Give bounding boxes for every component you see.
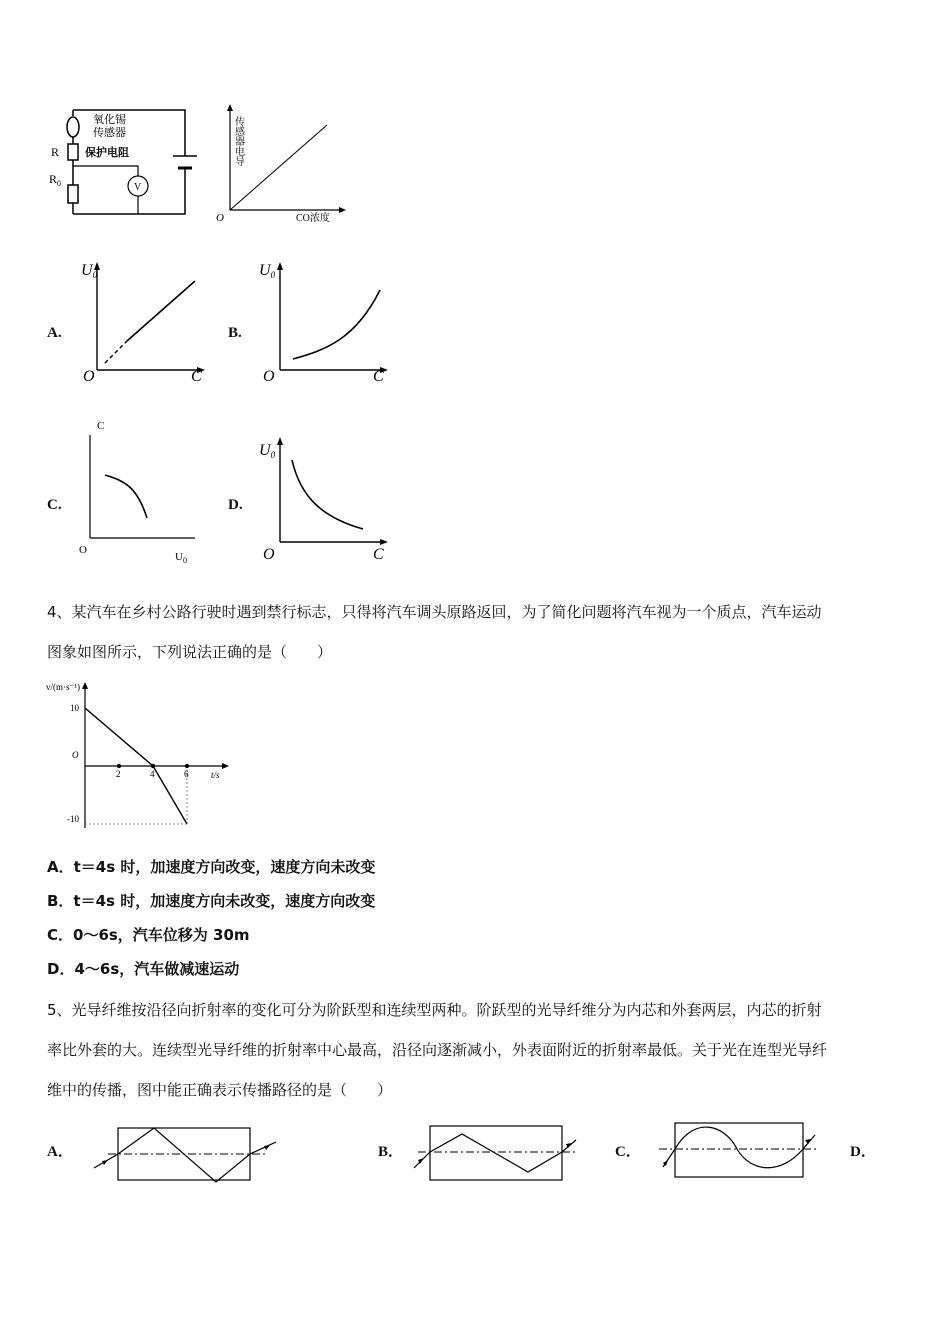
q5-stem-line2: 率比外套的大。连续型光导纤维的折射率中心最高，沿径向逐渐减小，外表面附近的折射率最低。关于光在连型光导纤 [47, 1041, 828, 1059]
q5a-path [94, 1128, 276, 1182]
q3-option-a-letter[interactable]: A. [47, 325, 62, 341]
protect-label: 保护电阻 [85, 147, 129, 159]
q5-fiber-b [410, 1118, 585, 1188]
q4-stem [47, 592, 907, 672]
q5-option-b-letter[interactable]: B． [378, 1144, 404, 1160]
q4-stem-line2: 图象如图所示，下列说法正确的是（ ） [47, 643, 333, 661]
q4-stem-line1: 4、某汽车在乡村公路行驶时遇到禁行标志，只得将汽车调头原路返回，为了简化问题将汽车视为一个质点，汽车运动 [47, 603, 822, 621]
resistor-r0 [68, 185, 78, 203]
q3-graph-b [255, 255, 390, 385]
q3a-origin: O [83, 368, 95, 385]
q3d-ylabel: U0 [259, 442, 276, 460]
vt-xtick-label: 6 [184, 769, 189, 779]
resistor-r [68, 144, 78, 160]
conductance-line [230, 125, 327, 210]
q3d-origin: O [263, 546, 275, 563]
sensor-graph-xlabel: CO浓度 [296, 213, 330, 224]
q3b-ylabel: U0 [259, 262, 276, 280]
vt-xtick-label: 2 [116, 769, 121, 779]
q5-option-c-letter[interactable]: C． [615, 1144, 641, 1160]
q5-fiber-c [655, 1115, 825, 1185]
q4-option-d[interactable]: D．4～6s，汽车做减速运动 [47, 960, 240, 978]
sensor-graph-origin: O [216, 212, 224, 224]
q3b-xlabel: C [373, 368, 384, 385]
q3a-xlabel: C [191, 368, 202, 385]
sensor-label-1: 氧化锡 [93, 114, 126, 126]
voltmeter-label: V [134, 182, 142, 193]
vt-ytick-bottom: -10 [67, 814, 79, 824]
q5-stem-line3: 维中的传播，图中能正确表示传播路径的是（ ） [47, 1081, 393, 1099]
q4-option-a[interactable]: A．t＝4s 时，加速度方向改变，速度方向未改变 [47, 858, 376, 876]
q3b-curve [293, 290, 380, 359]
vt-xlabel: t/s [211, 770, 220, 780]
q3-option-d-letter[interactable]: D. [228, 497, 243, 513]
vt-xtick-dot [151, 764, 155, 768]
q3d-curve [292, 460, 363, 529]
q3c-ylabel: C [97, 420, 105, 432]
q3a-ylabel: U0 [81, 262, 98, 280]
q3-graph-d [255, 435, 390, 565]
q3c-origin: O [79, 544, 87, 556]
q4-option-c[interactable]: C．0～6s，汽车位移为 30m [47, 926, 250, 944]
q3-option-b-letter[interactable]: B. [228, 325, 242, 341]
q3c-xlabel: $U_0$ [175, 551, 187, 565]
r-label: R [51, 145, 60, 159]
q5-stem-line1: 5、光导纤维按沿径向折射率的变化可分为阶跃型和连续型两种。阶跃型的光导纤维分为内芯和外套两层，内芯的折射 [47, 1001, 822, 1019]
q5-option-d-letter[interactable]: D． [850, 1144, 876, 1160]
vt-ytick-top: 10 [70, 703, 79, 713]
vt-chart [40, 678, 240, 838]
sensor-graph-ylabel: 传感器电导 [232, 116, 244, 166]
q5c-path [663, 1127, 815, 1168]
vt-origin: O [72, 750, 79, 760]
vt-xtick-dot [185, 764, 189, 768]
q3-graph-c [75, 415, 200, 565]
q3-option-c-letter[interactable]: C. [47, 497, 62, 513]
q3b-origin: O [263, 368, 275, 385]
q3a-line [127, 281, 195, 341]
q3-graph-a [75, 255, 205, 385]
q5-stem [47, 990, 907, 1110]
q5-option-a-letter[interactable]: A． [47, 1144, 73, 1160]
q3c-curve [105, 475, 147, 518]
sensor-label-2: 传感器 [93, 127, 126, 139]
q4-option-b[interactable]: B．t＝4s 时，加速度方向未改变，速度方向改变 [47, 892, 376, 910]
vt-ylabel: v/(m·s⁻¹) [46, 682, 80, 692]
vt-xtick-label: 4 [150, 769, 155, 779]
vt-xtick-dot [117, 764, 121, 768]
q3d-xlabel: C [373, 546, 384, 563]
q5b-path [414, 1134, 576, 1172]
r0-label: $R_0$ [49, 172, 62, 188]
circuit-diagram [45, 100, 205, 225]
q5-fiber-a [90, 1118, 285, 1188]
sensor-element [67, 117, 79, 137]
sensor-graph [212, 100, 352, 225]
